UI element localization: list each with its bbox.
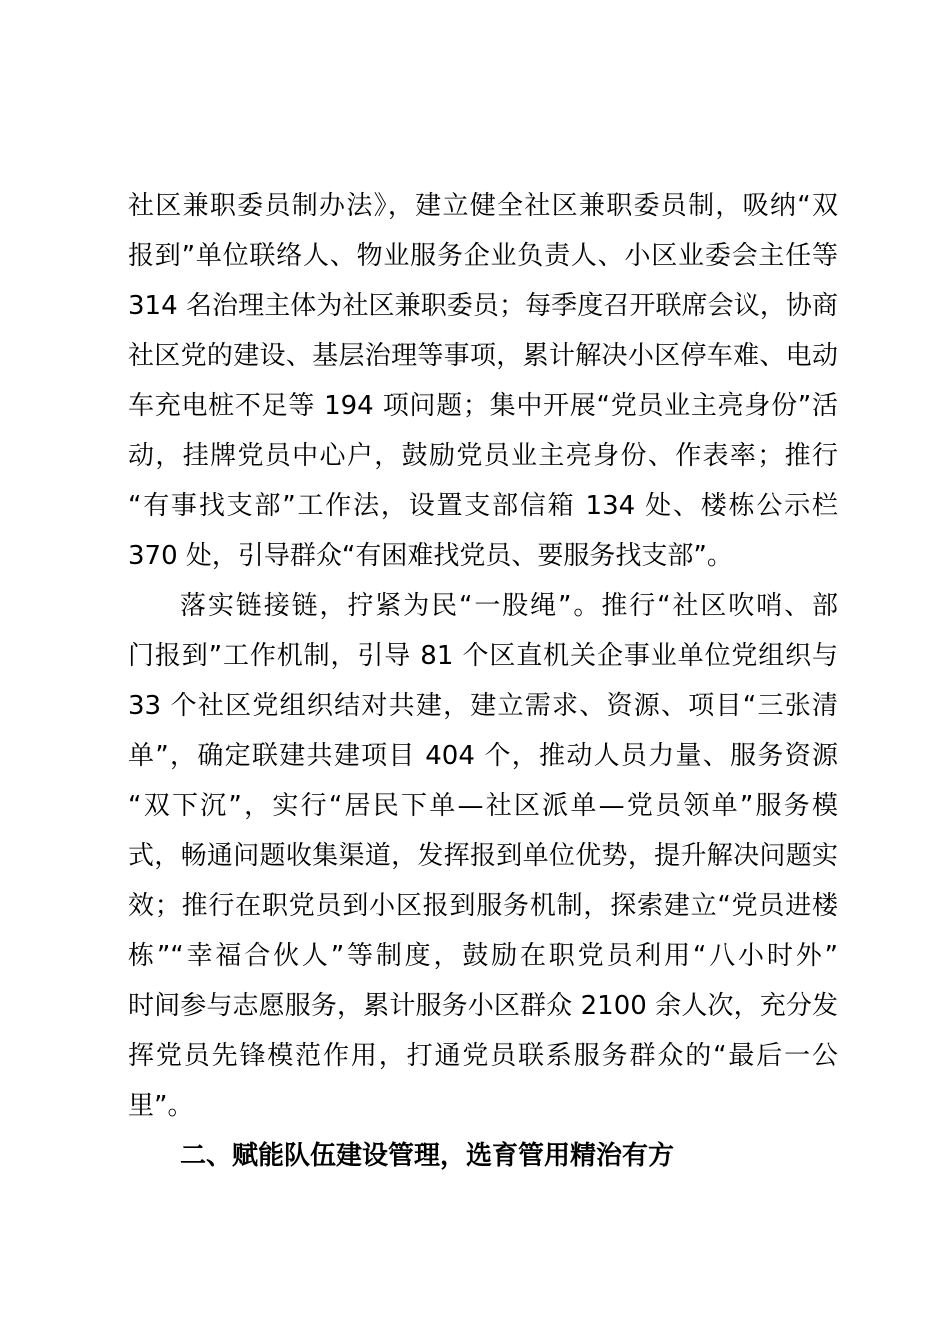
paragraph-2-line-9: 时间参与志愿服务，累计服务小区群众 2100 余人次，充分发 [128, 991, 838, 1021]
paragraph-2-line-6: 式，畅通问题收集渠道，发挥报到单位优势，提升解决问题实 [128, 841, 838, 871]
paragraph-2-line-4: 单”，确定联建共建项目 404 个，推动人员力量、服务资源 [128, 741, 838, 771]
paragraph-2-line-5: “双下沉”，实行“居民下单—社区派单—党员领单”服务模 [128, 791, 838, 821]
paragraph-1-line-4: 社区党的建设、基层治理等事项，累计解决小区停车难、电动 [128, 341, 838, 371]
paragraph-2-line-7: 效；推行在职党员到小区报到服务机制，探索建立“党员进楼 [128, 891, 838, 921]
paragraph-1-line-1: 社区兼职委员制办法》，建立健全社区兼职委员制，吸纳“双 [128, 191, 838, 221]
paragraph-2-line-2: 门报到”工作机制，引导 81 个区直机关企事业单位党组织与 [128, 641, 838, 671]
paragraph-1-line-3: 314 名治理主体为社区兼职委员；每季度召开联席会议，协商 [128, 291, 838, 321]
section-heading: 二、赋能队伍建设管理，选育管用精治有方 [180, 1141, 675, 1171]
paragraph-2-line-8: 栋”“幸福合伙人”等制度，鼓励在职党员利用“八小时外” [128, 941, 838, 971]
paragraph-1-line-7: “有事找支部”工作法，设置支部信箱 134 处、楼栋公示栏 [128, 491, 838, 521]
paragraph-2-line-1: 落实链接链，拧紧为民“一股绳”。推行“社区吹哨、部 [180, 591, 838, 621]
paragraph-1-line-2: 报到”单位联络人、物业服务企业负责人、小区业委会主任等 [128, 241, 838, 271]
paragraph-1-line-6: 动，挂牌党员中心户，鼓励党员业主亮身份、作表率；推行 [128, 441, 838, 471]
paragraph-2-line-10: 挥党员先锋模范作用，打通党员联系服务群众的“最后一公 [128, 1041, 838, 1071]
paragraph-1-line-5: 车充电桩不足等 194 项问题；集中开展“党员业主亮身份”活 [128, 391, 838, 421]
paragraph-1-line-8: 370 处，引导群众“有困难找党员、要服务找支部”。 [128, 541, 733, 571]
paragraph-2-line-11: 里”。 [128, 1091, 194, 1121]
paragraph-2-line-3: 33 个社区党组织结对共建，建立需求、资源、项目“三张清 [128, 691, 838, 721]
